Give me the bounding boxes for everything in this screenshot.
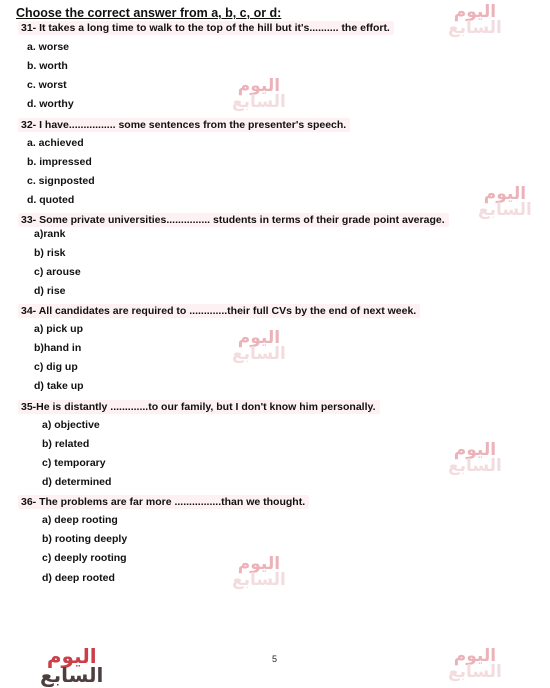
option-31-c: c. worst (27, 79, 67, 91)
option-32-a: a. achieved (27, 137, 84, 149)
watermark-line1: اليوم (237, 554, 281, 573)
option-35-d: d) determined (42, 476, 112, 488)
watermark-line1: اليوم (453, 646, 497, 665)
watermark-line1: اليوم (453, 440, 497, 459)
option-36-c: c) deeply rooting (42, 552, 127, 564)
option-31-a: a. worse (27, 41, 70, 53)
option-31-b: b. worth (27, 60, 68, 72)
question-32: 32- I have................ some sentences from the presenter's speech. (18, 118, 350, 132)
watermark-logo (232, 78, 286, 110)
option-34-a: a) pick up (34, 323, 84, 335)
watermark-logo (448, 4, 502, 36)
page-number: 5 (272, 654, 278, 664)
option-36-d: d) deep rooted (42, 572, 115, 584)
watermark-line2: السابع (448, 456, 502, 476)
option-35-a: a) objective (42, 419, 100, 431)
option-35-b: b) related (42, 438, 90, 450)
watermark-line1: اليوم (483, 184, 527, 203)
option-36-a: a) deep rooting (42, 514, 118, 526)
option-33-d: d) rise (34, 285, 66, 297)
watermark-line2: السابع (448, 18, 502, 38)
watermark-line2: السابع (232, 344, 286, 364)
watermark-logo (448, 442, 502, 474)
question-35: 35-He is distantly .............to our family, but I don't know him personally. (18, 400, 380, 414)
watermark-logo (232, 330, 286, 362)
watermark-line2: السابع (478, 200, 532, 220)
option-33-b: b) risk (34, 247, 66, 259)
watermark-logo (448, 648, 502, 680)
question-31: 31- It takes a long time to walk to the top of the hill but it's.......... the effort. (18, 21, 394, 35)
option-34-c: c) dig up (34, 361, 78, 373)
question-33: 33- Some private universities............... students in terms of their grade point average. (18, 213, 449, 227)
option-33-c: c) arouse (34, 266, 81, 278)
watermark-logo-footer (40, 648, 103, 686)
watermark-line1: اليوم (46, 646, 97, 668)
question-36: 36- The problems are far more ................than we thought. (18, 495, 309, 509)
watermark-line1: اليوم (453, 2, 497, 21)
option-36-b: b) rooting deeply (42, 533, 128, 545)
option-32-c: c. signposted (27, 175, 95, 187)
watermark-line2: السابع (40, 665, 104, 687)
watermark-line1: اليوم (237, 76, 281, 95)
option-34-b: b)hand in (34, 342, 82, 354)
watermark-line2: السابع (448, 662, 502, 682)
option-33-a: a)rank (34, 228, 66, 240)
watermark-line1: اليوم (237, 328, 281, 347)
question-34: 34- All candidates are required to .............their full CVs by the end of next week. (18, 304, 420, 318)
option-34-d: d) take up (34, 380, 84, 392)
watermark-line2: السابع (232, 570, 286, 590)
instructions-title: Choose the correct answer from a, b, c, or d: (16, 6, 282, 20)
option-31-d: d. worthy (27, 98, 74, 110)
watermark-line2: السابع (232, 92, 286, 112)
option-35-c: c) temporary (42, 457, 106, 469)
option-32-b: b. impressed (27, 156, 92, 168)
watermark-logo (478, 186, 532, 218)
option-32-d: d. quoted (27, 194, 75, 206)
watermark-logo (232, 556, 286, 588)
